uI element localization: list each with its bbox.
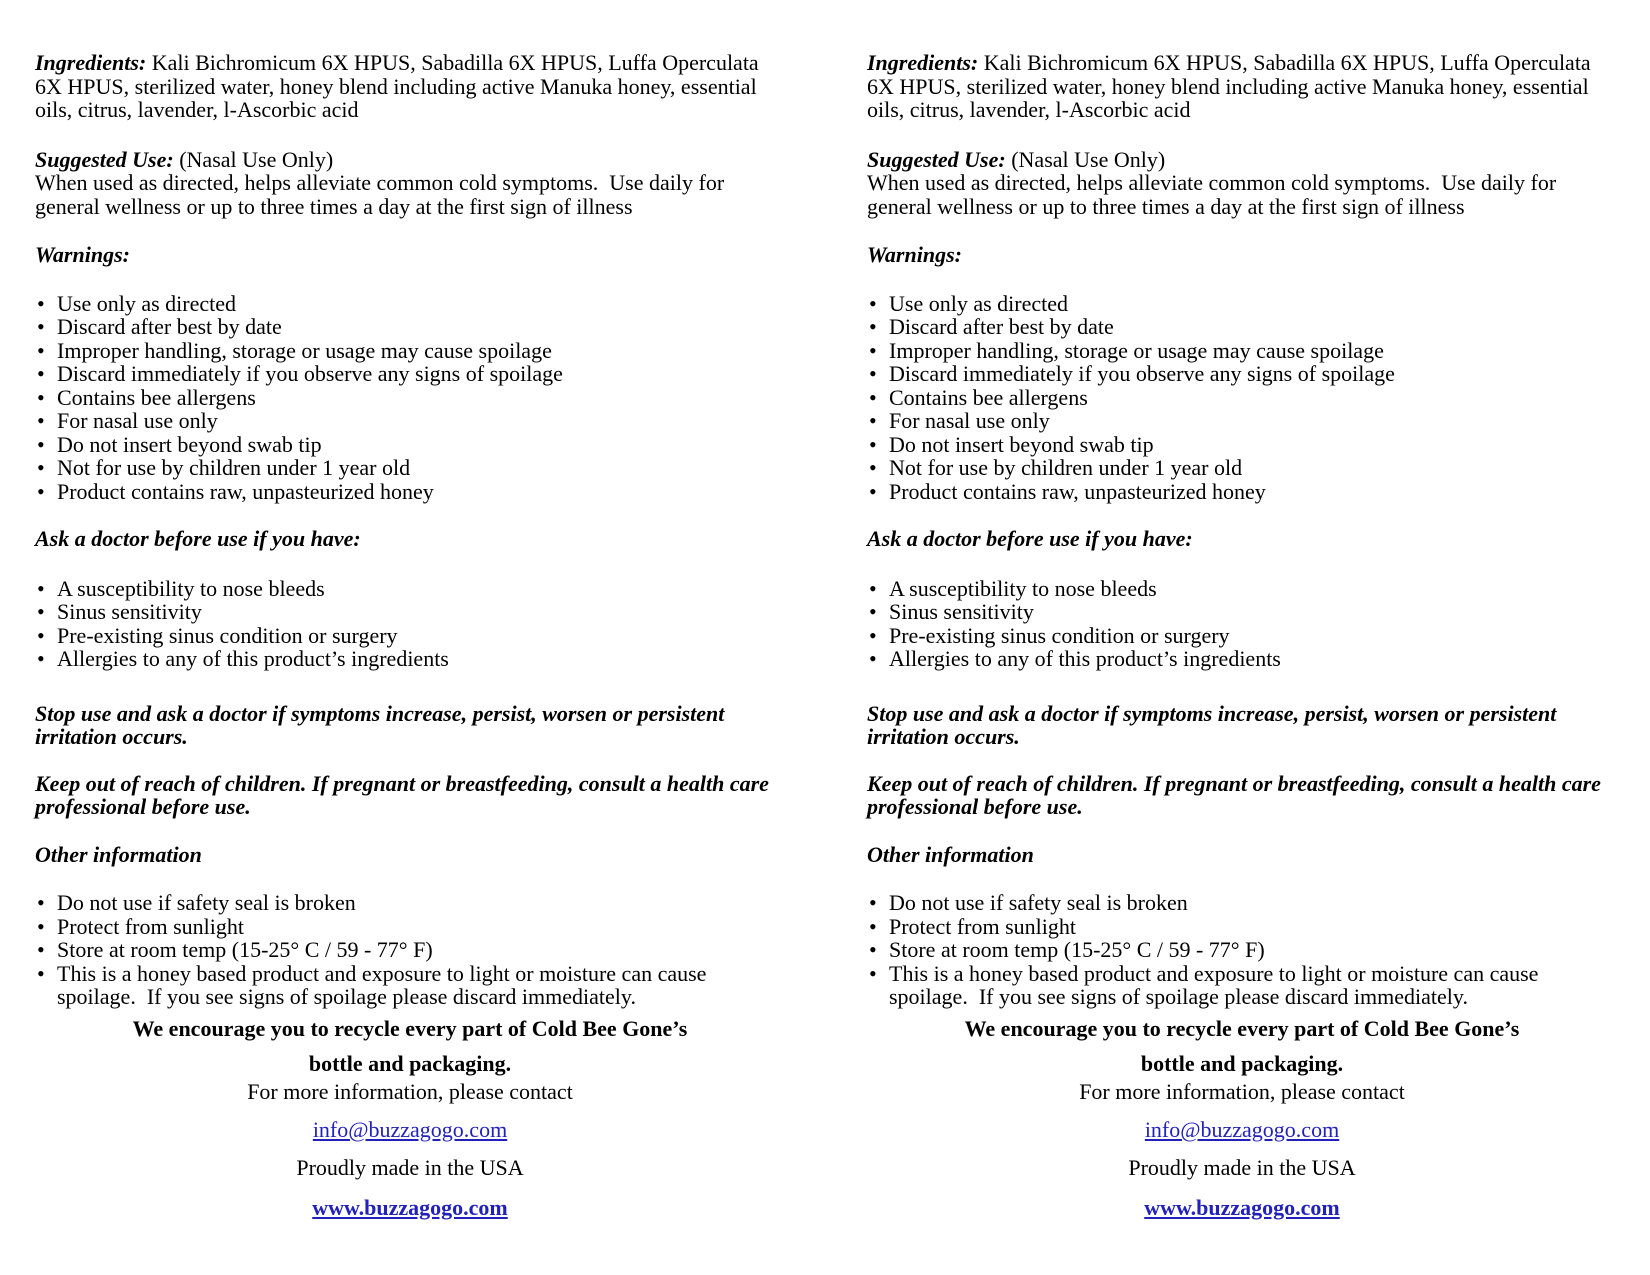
suggested-use-section <box>867 148 1617 219</box>
warning-item: • Do not insert beyond swab tip <box>35 433 785 457</box>
recycle-note-line1: We encourage you to recycle every part of Cold Bee Gone’s <box>132 1015 688 1041</box>
ask-doctor-item: • Pre-existing sinus condition or surgery <box>35 624 785 648</box>
email-link[interactable]: info@buzzagogo.com <box>312 1117 508 1142</box>
warnings-list <box>35 292 785 504</box>
warning-item: • Contains bee allergens <box>867 386 1617 410</box>
suggested-use-text: When used as directed, helps alleviate common cold symptoms. Use daily for general wellness or up to three times a day at the first sign of illness <box>35 170 730 219</box>
other-information-list <box>867 891 1617 1009</box>
made-in-usa: Proudly made in the USA <box>1128 1154 1356 1180</box>
ask-doctor-heading: Ask a doctor before use if you have: <box>35 526 361 551</box>
contact-note: For more information, please contact <box>1079 1078 1405 1104</box>
keep-out-text: Keep out of reach of children. If pregnant or breastfeeding, consult a health care professional before use. <box>867 770 1607 819</box>
ask-doctor-item: • A susceptibility to nose bleeds <box>35 577 785 601</box>
warning-item: • Product contains raw, unpasteurized honey <box>867 480 1617 504</box>
email-link[interactable]: info@buzzagogo.com <box>1144 1117 1340 1142</box>
ask-doctor-item: • Allergies to any of this product’s ingredients <box>35 647 785 671</box>
contact-note: For more information, please contact <box>247 1078 573 1104</box>
suggested-use-section <box>35 148 785 219</box>
other-information-item: • Store at room temp (15-25° C / 59 - 77° F) <box>867 938 1617 962</box>
recycle-note-line2: bottle and packaging. <box>308 1051 512 1076</box>
warning-item: • For nasal use only <box>867 409 1617 433</box>
other-information-item: • Protect from sunlight <box>35 915 785 939</box>
warnings-list <box>867 292 1617 504</box>
website-link[interactable]: www.buzzagogo.com <box>1144 1195 1340 1220</box>
ingredients-section <box>35 51 785 122</box>
ingredients-section <box>867 51 1617 122</box>
warning-item: • Use only as directed <box>867 292 1617 316</box>
other-information-item: • Do not use if safety seal is broken <box>867 891 1617 915</box>
ask-doctor-item: • Pre-existing sinus condition or surgery <box>867 624 1617 648</box>
warning-item: • Not for use by children under 1 year old <box>35 456 785 480</box>
warning-item: • Do not insert beyond swab tip <box>867 433 1617 457</box>
suggested-use-note: (Nasal Use Only) <box>1011 146 1166 172</box>
warning-item: • Not for use by children under 1 year old <box>867 456 1617 480</box>
ask-doctor-item: • Sinus sensitivity <box>35 600 785 624</box>
other-information-item: • Protect from sunlight <box>867 915 1617 939</box>
warning-item: • Discard after best by date <box>35 315 785 339</box>
ask-doctor-list <box>35 577 785 671</box>
ask-doctor-item: • Sinus sensitivity <box>867 600 1617 624</box>
other-information-item: • Do not use if safety seal is broken <box>35 891 785 915</box>
other-information-item: • Store at room temp (15-25° C / 59 - 77° F) <box>35 938 785 962</box>
warnings-heading: Warnings: <box>35 242 130 267</box>
stop-use-text: Stop use and ask a doctor if symptoms increase, persist, worsen or persistent irritation occurs. <box>867 700 1562 749</box>
recycle-note-line2: bottle and packaging. <box>1140 1051 1344 1076</box>
warning-item: • Improper handling, storage or usage may cause spoilage <box>35 339 785 363</box>
ask-doctor-list <box>867 577 1617 671</box>
suggested-use-heading: Suggested Use: <box>867 146 1006 172</box>
warning-item: • Use only as directed <box>35 292 785 316</box>
other-information-item: • This is a honey based product and exposure to light or moisture can cause spoilage. If you see signs of spoilage please discard immediately. <box>35 962 785 1009</box>
label-column-right <box>867 0 1617 1220</box>
keep-out-text: Keep out of reach of children. If pregnant or breastfeeding, consult a health care professional before use. <box>35 770 775 819</box>
warning-item: • Discard after best by date <box>867 315 1617 339</box>
recycle-note-line1: We encourage you to recycle every part of Cold Bee Gone’s <box>964 1015 1520 1041</box>
other-information-heading: Other information <box>867 841 1034 867</box>
suggested-use-note: (Nasal Use Only) <box>179 146 334 172</box>
warnings-heading: Warnings: <box>867 242 962 267</box>
made-in-usa: Proudly made in the USA <box>296 1154 524 1180</box>
ingredients-text: Kali Bichromicum 6X HPUS, Sabadilla 6X HPUS, Luffa Operculata 6X HPUS, sterilized water, honey blend including active Manuka honey, essential oils, citrus, lavender, l-Ascorbic acid <box>867 50 1597 122</box>
warning-item: • For nasal use only <box>35 409 785 433</box>
label-column-left <box>35 0 785 1220</box>
warning-item: • Improper handling, storage or usage may cause spoilage <box>867 339 1617 363</box>
website-link[interactable]: www.buzzagogo.com <box>312 1195 508 1220</box>
suggested-use-heading: Suggested Use: <box>35 146 174 172</box>
ask-doctor-item: • Allergies to any of this product’s ingredients <box>867 647 1617 671</box>
other-information-item: • This is a honey based product and exposure to light or moisture can cause spoilage. If you see signs of spoilage please discard immediately. <box>867 962 1617 1009</box>
stop-use-text: Stop use and ask a doctor if symptoms increase, persist, worsen or persistent irritation occurs. <box>35 700 730 749</box>
warning-item: • Discard immediately if you observe any signs of spoilage <box>867 362 1617 386</box>
ingredients-heading: Ingredients: <box>867 50 979 75</box>
ingredients-text: Kali Bichromicum 6X HPUS, Sabadilla 6X HPUS, Luffa Operculata 6X HPUS, sterilized water, honey blend including active Manuka honey, essential oils, citrus, lavender, l-Ascorbic acid <box>35 50 765 122</box>
warning-item: • Contains bee allergens <box>35 386 785 410</box>
warning-item: • Product contains raw, unpasteurized honey <box>35 480 785 504</box>
ask-doctor-heading: Ask a doctor before use if you have: <box>867 526 1193 551</box>
ask-doctor-item: • A susceptibility to nose bleeds <box>867 577 1617 601</box>
ingredients-heading: Ingredients: <box>35 50 147 75</box>
other-information-list <box>35 891 785 1009</box>
warning-item: • Discard immediately if you observe any signs of spoilage <box>35 362 785 386</box>
suggested-use-text: When used as directed, helps alleviate common cold symptoms. Use daily for general wellness or up to three times a day at the first sign of illness <box>867 170 1562 219</box>
other-information-heading: Other information <box>35 841 202 867</box>
